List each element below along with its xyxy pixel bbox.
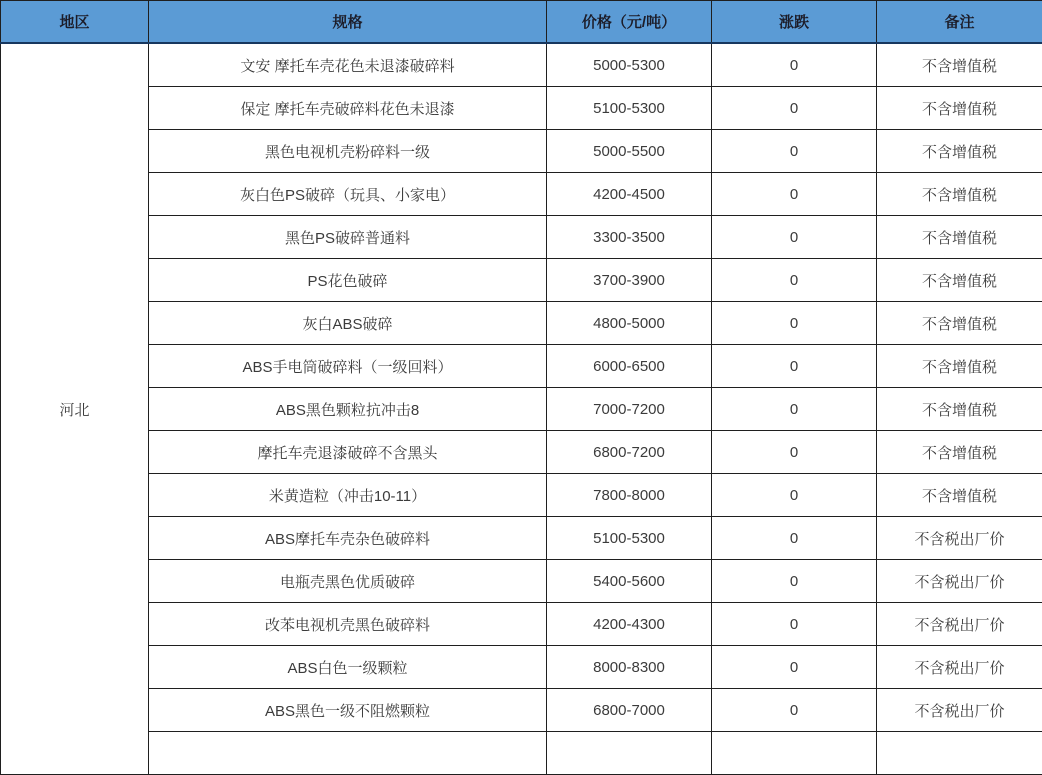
table-row [1,388,1042,431]
price-cell: 6800-7000 [547,689,712,732]
change-cell: 0 [712,517,877,560]
price-cell: 5100-5300 [547,87,712,130]
col-header-spec: 规格 [149,1,547,44]
change-cell: 0 [712,603,877,646]
change-cell: 0 [712,689,877,732]
change-cell: 0 [712,646,877,689]
table-row [1,560,1042,603]
spec-cell: 黑色PS破碎普通料 [149,216,547,259]
spec-cell: ABS手电筒破碎料（一级回料） [149,345,547,388]
table-row [1,216,1042,259]
price-cell: 5100-5300 [547,517,712,560]
price-cell: 5400-5600 [547,560,712,603]
table-row [1,646,1042,689]
spec-cell: 电瓶壳黑色优质破碎 [149,560,547,603]
note-cell: 不含增值税 [877,173,1042,216]
table-row [1,345,1042,388]
note-cell [877,732,1042,775]
table-row [1,130,1042,173]
note-cell: 不含增值税 [877,345,1042,388]
spec-cell: ABS白色一级颗粒 [149,646,547,689]
table-row [1,603,1042,646]
note-cell: 不含税出厂价 [877,517,1042,560]
price-cell: 7000-7200 [547,388,712,431]
spec-cell: 黑色电视机壳粉碎料一级 [149,130,547,173]
price-cell: 6800-7200 [547,431,712,474]
price-cell: 3300-3500 [547,216,712,259]
note-cell: 不含税出厂价 [877,689,1042,732]
spec-cell: 灰白ABS破碎 [149,302,547,345]
change-cell: 0 [712,216,877,259]
spec-cell: 保定 摩托车壳破碎料花色未退漆 [149,87,547,130]
spec-cell: ABS摩托车壳杂色破碎料 [149,517,547,560]
price-cell: 3700-3900 [547,259,712,302]
col-header-region: 地区 [1,1,149,44]
price-cell: 5000-5500 [547,130,712,173]
price-cell: 7800-8000 [547,474,712,517]
spec-cell: 改苯电视机壳黑色破碎料 [149,603,547,646]
note-cell: 不含增值税 [877,130,1042,173]
spec-cell [149,732,547,775]
note-cell: 不含增值税 [877,302,1042,345]
region-cell: 河北 [1,43,149,775]
note-cell: 不含增值税 [877,431,1042,474]
change-cell: 0 [712,87,877,130]
note-cell: 不含增值税 [877,259,1042,302]
price-cell: 4200-4300 [547,603,712,646]
note-cell: 不含税出厂价 [877,560,1042,603]
table-row [1,474,1042,517]
note-cell: 不含增值税 [877,474,1042,517]
table-row [1,689,1042,732]
price-cell [547,732,712,775]
table-row [1,43,1042,87]
spec-cell: ABS黑色颗粒抗冲击8 [149,388,547,431]
change-cell: 0 [712,345,877,388]
table-row [1,87,1042,130]
price-cell: 5000-5300 [547,43,712,87]
spec-cell: 文安 摩托车壳花色未退漆破碎料 [149,43,547,87]
col-header-change: 涨跌 [712,1,877,44]
table-row [1,431,1042,474]
table-row-empty [1,732,1042,775]
table-row [1,302,1042,345]
change-cell: 0 [712,302,877,345]
spec-cell: 摩托车壳退漆破碎不含黑头 [149,431,547,474]
note-cell: 不含增值税 [877,87,1042,130]
spec-cell: ABS黑色一级不阻燃颗粒 [149,689,547,732]
note-cell: 不含税出厂价 [877,603,1042,646]
change-cell: 0 [712,474,877,517]
note-cell: 不含增值税 [877,43,1042,87]
spec-cell: 灰白色PS破碎（玩具、小家电） [149,173,547,216]
change-cell: 0 [712,173,877,216]
table-row [1,517,1042,560]
header-row [1,1,1042,44]
change-cell: 0 [712,431,877,474]
change-cell: 0 [712,388,877,431]
col-header-price: 价格（元/吨） [547,1,712,44]
change-cell: 0 [712,560,877,603]
spec-cell: 米黄造粒（冲击10-11） [149,474,547,517]
change-cell: 0 [712,43,877,87]
note-cell: 不含税出厂价 [877,646,1042,689]
price-cell: 6000-6500 [547,345,712,388]
change-cell: 0 [712,130,877,173]
spec-cell: PS花色破碎 [149,259,547,302]
price-cell: 4800-5000 [547,302,712,345]
table-row [1,259,1042,302]
note-cell: 不含增值税 [877,388,1042,431]
note-cell: 不含增值税 [877,216,1042,259]
table-row [1,173,1042,216]
change-cell: 0 [712,259,877,302]
col-header-note: 备注 [877,1,1042,44]
change-cell [712,732,877,775]
price-cell: 4200-4500 [547,173,712,216]
price-cell: 8000-8300 [547,646,712,689]
